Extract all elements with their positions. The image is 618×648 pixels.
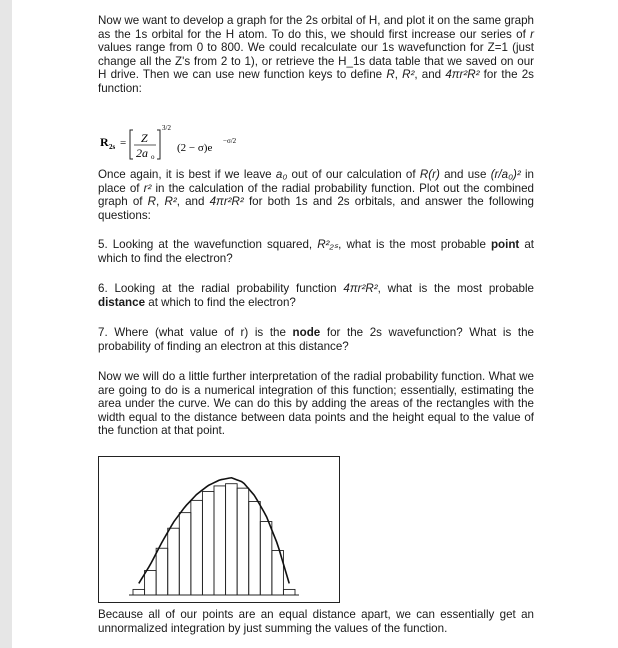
formula-bracket-left xyxy=(130,130,133,159)
summation-paragraph: Because all of our points are an equal distance apart, we can essentially get an unnormalized integration by just summing the values of the function. xyxy=(98,608,534,635)
r2s-formula xyxy=(100,118,300,168)
riemann-bar xyxy=(260,522,272,595)
formula-bracket-right xyxy=(157,130,160,159)
formula-denominator: 2a xyxy=(136,146,148,160)
formula-lhs: R xyxy=(100,135,109,149)
riemann-bar xyxy=(145,571,157,595)
riemann-bar xyxy=(202,491,214,595)
riemann-chart xyxy=(99,457,339,602)
riemann-bar xyxy=(191,500,203,595)
intro-paragraph: Now we want to develop a graph for the 2s orbital of H, and plot it on the same graph as the 1s orbital for the H atom. To do this, we should first increase our series of r values range from 0 to 800. We could recalculate our 1s wavefunction for Z=1 (just change all the Z's from 2 to 1), or retrieve the H_1s data table that we saved on our H drive. Then we can use new function keys to define R, R², and 4πr²R² for the 2s function: xyxy=(98,14,534,95)
riemann-bar xyxy=(179,513,191,595)
riemann-bar xyxy=(237,488,249,595)
instructions-paragraph: Once again, it is best if we leave a₀ out of our calculation of R(r) and use (r/a₀)² in place of r² in the calculation of the radial probability function. Plot out the combined graph of R, R², and 4πr²R² for both 1s and 2s orbitals, and answer the following questions: xyxy=(98,168,534,222)
riemann-bar xyxy=(226,484,238,595)
formula-rest-exponent: −σ/2 xyxy=(223,137,237,145)
riemann-bar xyxy=(156,548,168,595)
riemann-bar xyxy=(133,589,145,595)
integration-paragraph: Now we will do a little further interpretation of the radial probability function. What we are going to do is a numerical integration of this function; essentially, estimating the area under the curve. We can do this by adding the areas of the rectangles with the width equal to the distance between data points and the height equal to the value of the function at that point. xyxy=(98,370,534,438)
formula-denominator-sub: o xyxy=(151,153,155,161)
formula-numerator: Z xyxy=(141,131,148,145)
question-5: 5. Looking at the wavefunction squared, R²₂ₛ, what is the most probable point at which to find the electron? xyxy=(98,238,535,265)
riemann-bar xyxy=(249,502,261,596)
formula-lhs-sub: 2s xyxy=(109,143,116,151)
formula-equals: = xyxy=(120,137,127,149)
riemann-bar xyxy=(168,528,180,595)
riemann-bar xyxy=(214,486,226,595)
question-7: 7. Where (what value of r) is the node for the 2s wavefunction? What is the probability of finding an electron at this distance? xyxy=(98,326,534,353)
formula-rest: (2 − σ)e xyxy=(177,142,213,154)
document-page xyxy=(12,0,618,648)
question-6: 6. Looking at the radial probability function 4πr²R², what is the most probable distance at which to find the electron? xyxy=(98,282,534,309)
riemann-bar xyxy=(283,589,295,595)
formula-exponent: 3/2 xyxy=(162,124,171,132)
riemann-sum-figure xyxy=(98,456,340,603)
